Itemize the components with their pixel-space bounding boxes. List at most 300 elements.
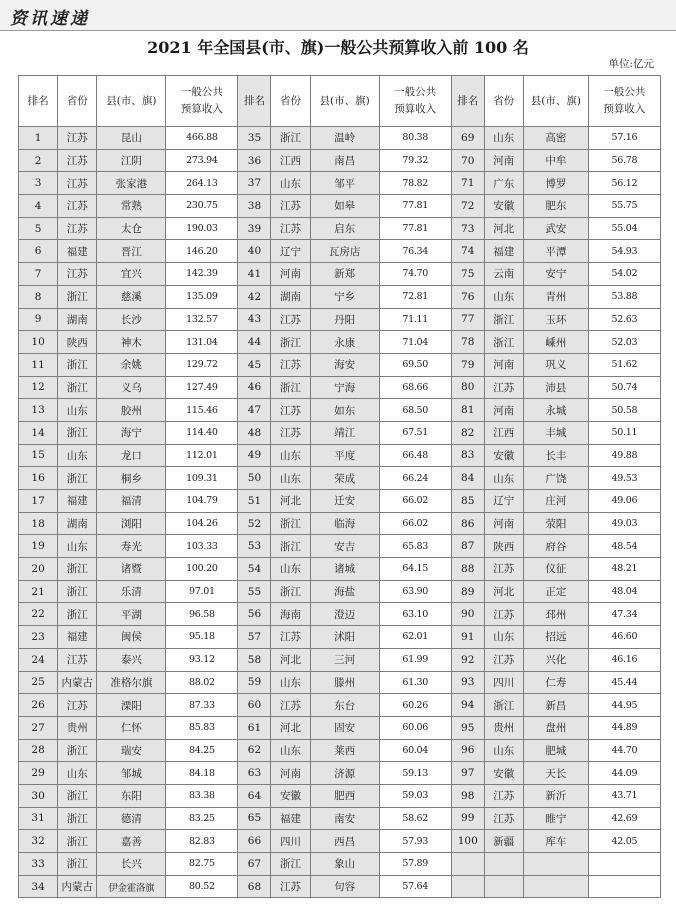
revenue-cell: 42.05	[588, 830, 660, 853]
province-cell: 江苏	[271, 694, 310, 717]
header-county: 县(市、旗)	[310, 76, 379, 127]
rank-cell: 83	[451, 444, 484, 467]
rank-cell: 15	[19, 444, 58, 467]
revenue-cell: 82.83	[166, 830, 238, 853]
province-cell: 江苏	[484, 807, 523, 830]
rank-cell: 87	[451, 535, 484, 558]
rank-cell: 33	[19, 853, 58, 876]
table-row	[19, 285, 661, 308]
county-cell: 晋江	[97, 240, 166, 263]
table-row	[19, 444, 661, 467]
province-cell: 浙江	[271, 331, 310, 354]
rank-cell: 45	[238, 353, 271, 376]
revenue-cell: 84.18	[166, 762, 238, 785]
province-cell: 江苏	[58, 149, 97, 172]
county-cell: 中牟	[523, 149, 588, 172]
revenue-cell: 55.75	[588, 195, 660, 218]
county-cell: 东台	[310, 694, 379, 717]
county-cell: 义乌	[97, 376, 166, 399]
revenue-cell: 71.11	[379, 308, 451, 331]
county-cell: 丹阳	[310, 308, 379, 331]
rank-cell: 96	[451, 739, 484, 762]
revenue-cell: 83.38	[166, 784, 238, 807]
county-cell: 宁海	[310, 376, 379, 399]
revenue-cell: 190.03	[166, 217, 238, 240]
county-cell: 福清	[97, 490, 166, 513]
county-cell: 象山	[310, 853, 379, 876]
province-cell: 河南	[484, 149, 523, 172]
revenue-cell: 57.64	[379, 875, 451, 898]
province-cell: 湖南	[58, 512, 97, 535]
rank-cell: 38	[238, 195, 271, 218]
revenue-cell: 49.06	[588, 490, 660, 513]
county-cell: 常熟	[97, 195, 166, 218]
header-revenue: 一般公共 预算收入	[166, 76, 238, 127]
province-cell: 福建	[58, 626, 97, 649]
revenue-cell: 62.01	[379, 626, 451, 649]
table-row	[19, 762, 661, 785]
county-cell: 东阳	[97, 784, 166, 807]
county-cell: 溧阳	[97, 694, 166, 717]
revenue-cell: 132.57	[166, 308, 238, 331]
revenue-cell: 66.02	[379, 490, 451, 513]
header-band	[0, 0, 676, 31]
county-cell: 仁怀	[97, 716, 166, 739]
county-cell: 临海	[310, 512, 379, 535]
revenue-cell: 55.04	[588, 217, 660, 240]
county-cell: 广饶	[523, 467, 588, 490]
county-cell: 安宁	[523, 263, 588, 286]
table-row	[19, 648, 661, 671]
rank-cell: 26	[19, 694, 58, 717]
revenue-cell: 44.09	[588, 762, 660, 785]
rank-cell: 98	[451, 784, 484, 807]
revenue-cell: 57.93	[379, 830, 451, 853]
revenue-cell: 273.94	[166, 149, 238, 172]
province-cell: 内蒙古	[58, 671, 97, 694]
province-cell: 山东	[271, 558, 310, 581]
province-cell: 贵州	[58, 716, 97, 739]
revenue-cell: 84.25	[166, 739, 238, 762]
province-cell: 浙江	[271, 512, 310, 535]
revenue-cell: 63.10	[379, 603, 451, 626]
rank-cell: 61	[238, 716, 271, 739]
county-cell: 桐乡	[97, 467, 166, 490]
revenue-cell: 146.20	[166, 240, 238, 263]
province-cell: 山东	[271, 172, 310, 195]
province-cell: 河北	[484, 217, 523, 240]
county-cell: 嵊州	[523, 331, 588, 354]
rank-cell: 42	[238, 285, 271, 308]
province-cell: 河南	[484, 353, 523, 376]
province-cell: 福建	[271, 807, 310, 830]
rank-cell: 66	[238, 830, 271, 853]
rank-cell: 72	[451, 195, 484, 218]
revenue-cell: 56.78	[588, 149, 660, 172]
province-cell: 江苏	[271, 875, 310, 898]
province-cell: 江苏	[484, 784, 523, 807]
table-row	[19, 626, 661, 649]
revenue-cell: 104.26	[166, 512, 238, 535]
revenue-cell: 112.01	[166, 444, 238, 467]
county-cell: 迁安	[310, 490, 379, 513]
table-row	[19, 376, 661, 399]
table-row	[19, 603, 661, 626]
rank-cell: 93	[451, 671, 484, 694]
rank-cell: 54	[238, 558, 271, 581]
header-province: 省份	[271, 76, 310, 127]
rank-cell: 75	[451, 263, 484, 286]
province-cell: 河南	[484, 512, 523, 535]
table-row	[19, 172, 661, 195]
province-cell: 新疆	[484, 830, 523, 853]
county-cell: 诸城	[310, 558, 379, 581]
revenue-cell: 52.03	[588, 331, 660, 354]
rank-cell: 95	[451, 716, 484, 739]
province-cell: 河北	[271, 648, 310, 671]
rank-cell: 29	[19, 762, 58, 785]
county-cell: 南安	[310, 807, 379, 830]
header-province: 省份	[58, 76, 97, 127]
revenue-cell: 52.63	[588, 308, 660, 331]
table-row	[19, 807, 661, 830]
county-cell: 邹城	[97, 762, 166, 785]
table-row	[19, 830, 661, 853]
revenue-cell: 142.39	[166, 263, 238, 286]
revenue-cell: 50.58	[588, 399, 660, 422]
revenue-cell: 66.24	[379, 467, 451, 490]
province-cell: 四川	[484, 671, 523, 694]
rank-cell	[451, 875, 484, 898]
county-cell: 邹平	[310, 172, 379, 195]
rank-cell: 80	[451, 376, 484, 399]
province-cell: 江苏	[271, 308, 310, 331]
revenue-cell: 50.11	[588, 421, 660, 444]
province-cell: 浙江	[58, 353, 97, 376]
revenue-cell: 46.16	[588, 648, 660, 671]
county-cell: 济源	[310, 762, 379, 785]
province-cell: 辽宁	[484, 490, 523, 513]
rank-cell: 6	[19, 240, 58, 263]
table-row	[19, 195, 661, 218]
county-cell: 余姚	[97, 353, 166, 376]
rank-cell	[451, 853, 484, 876]
province-cell: 云南	[484, 263, 523, 286]
rank-cell: 71	[451, 172, 484, 195]
rank-cell: 81	[451, 399, 484, 422]
province-cell: 山东	[271, 467, 310, 490]
revenue-cell: 264.13	[166, 172, 238, 195]
rank-cell: 99	[451, 807, 484, 830]
table-row	[19, 353, 661, 376]
province-cell: 陕西	[484, 535, 523, 558]
province-cell: 江苏	[58, 127, 97, 150]
rank-cell: 65	[238, 807, 271, 830]
province-cell: 江苏	[58, 263, 97, 286]
province-cell: 福建	[484, 240, 523, 263]
county-cell: 府谷	[523, 535, 588, 558]
rank-cell: 90	[451, 603, 484, 626]
revenue-cell: 48.04	[588, 580, 660, 603]
table-row	[19, 739, 661, 762]
province-cell: 安徽	[271, 784, 310, 807]
revenue-cell: 54.02	[588, 263, 660, 286]
rank-cell: 37	[238, 172, 271, 195]
province-cell: 广东	[484, 172, 523, 195]
county-cell	[523, 875, 588, 898]
province-cell: 河南	[271, 762, 310, 785]
rank-cell: 69	[451, 127, 484, 150]
rank-cell: 47	[238, 399, 271, 422]
province-cell: 山东	[58, 444, 97, 467]
province-cell: 江苏	[58, 648, 97, 671]
table-header-row	[19, 76, 661, 127]
revenue-cell: 109.31	[166, 467, 238, 490]
province-cell: 安徽	[484, 195, 523, 218]
province-cell: 江苏	[484, 558, 523, 581]
rank-cell: 34	[19, 875, 58, 898]
table-row	[19, 853, 661, 876]
header-revenue: 一般公共 预算收入	[588, 76, 660, 127]
table-row	[19, 421, 661, 444]
province-cell: 四川	[271, 830, 310, 853]
rank-cell: 67	[238, 853, 271, 876]
rank-cell: 20	[19, 558, 58, 581]
county-cell: 莱西	[310, 739, 379, 762]
rank-cell: 43	[238, 308, 271, 331]
county-cell: 乐清	[97, 580, 166, 603]
rank-cell: 86	[451, 512, 484, 535]
revenue-cell: 45.44	[588, 671, 660, 694]
rank-cell: 40	[238, 240, 271, 263]
revenue-cell: 77.81	[379, 217, 451, 240]
county-cell: 邳州	[523, 603, 588, 626]
county-cell: 龙口	[97, 444, 166, 467]
province-cell: 浙江	[58, 807, 97, 830]
page-title: 2021 年全国县(市、旗)一般公共预算收入前 100 名	[147, 38, 529, 57]
revenue-cell: 82.75	[166, 853, 238, 876]
province-cell: 浙江	[271, 535, 310, 558]
header-county: 县(市、旗)	[97, 76, 166, 127]
revenue-cell: 64.15	[379, 558, 451, 581]
revenue-cell: 85.83	[166, 716, 238, 739]
table-row	[19, 558, 661, 581]
rank-cell: 32	[19, 830, 58, 853]
rank-cell: 41	[238, 263, 271, 286]
province-cell: 山东	[484, 467, 523, 490]
province-cell: 山东	[484, 626, 523, 649]
rank-cell: 50	[238, 467, 271, 490]
rank-cell: 52	[238, 512, 271, 535]
province-cell: 海南	[271, 603, 310, 626]
rank-cell: 1	[19, 127, 58, 150]
revenue-cell: 50.74	[588, 376, 660, 399]
county-cell: 高密	[523, 127, 588, 150]
province-cell: 浙江	[58, 739, 97, 762]
revenue-cell: 44.70	[588, 739, 660, 762]
province-cell: 湖南	[58, 308, 97, 331]
rank-cell: 23	[19, 626, 58, 649]
county-cell: 宁乡	[310, 285, 379, 308]
revenue-cell: 48.54	[588, 535, 660, 558]
revenue-cell: 57.16	[588, 127, 660, 150]
table-row	[19, 875, 661, 898]
county-cell: 庄河	[523, 490, 588, 513]
province-cell: 浙江	[58, 580, 97, 603]
rank-cell: 31	[19, 807, 58, 830]
rank-cell: 46	[238, 376, 271, 399]
province-cell: 江苏	[271, 217, 310, 240]
county-cell: 长兴	[97, 853, 166, 876]
rank-cell: 56	[238, 603, 271, 626]
rank-cell: 70	[451, 149, 484, 172]
rank-cell: 82	[451, 421, 484, 444]
province-cell: 江苏	[484, 376, 523, 399]
rank-cell: 2	[19, 149, 58, 172]
table-row	[19, 331, 661, 354]
province-cell: 福建	[58, 490, 97, 513]
ranking-table	[18, 75, 661, 898]
revenue-cell: 65.83	[379, 535, 451, 558]
county-cell: 瓦房店	[310, 240, 379, 263]
county-cell: 仪征	[523, 558, 588, 581]
revenue-cell: 88.02	[166, 671, 238, 694]
county-cell: 如东	[310, 399, 379, 422]
rank-cell: 76	[451, 285, 484, 308]
revenue-cell: 77.81	[379, 195, 451, 218]
county-cell: 荥阳	[523, 512, 588, 535]
rank-cell: 8	[19, 285, 58, 308]
revenue-cell: 61.30	[379, 671, 451, 694]
province-cell: 安徽	[484, 762, 523, 785]
rank-cell: 35	[238, 127, 271, 150]
province-cell: 浙江	[271, 376, 310, 399]
province-cell: 江苏	[484, 648, 523, 671]
county-cell: 太仓	[97, 217, 166, 240]
province-cell: 江苏	[484, 603, 523, 626]
province-cell: 湖南	[271, 285, 310, 308]
county-cell: 神木	[97, 331, 166, 354]
county-cell: 三河	[310, 648, 379, 671]
rank-cell: 30	[19, 784, 58, 807]
table-row	[19, 240, 661, 263]
rank-cell: 14	[19, 421, 58, 444]
revenue-cell: 61.99	[379, 648, 451, 671]
county-cell: 平潭	[523, 240, 588, 263]
table-row	[19, 308, 661, 331]
county-cell: 巩义	[523, 353, 588, 376]
rank-cell: 79	[451, 353, 484, 376]
table-row	[19, 694, 661, 717]
revenue-cell: 230.75	[166, 195, 238, 218]
county-cell: 固安	[310, 716, 379, 739]
revenue-cell: 60.06	[379, 716, 451, 739]
province-cell: 河南	[271, 263, 310, 286]
county-cell: 永康	[310, 331, 379, 354]
table-row	[19, 535, 661, 558]
county-cell: 慈溪	[97, 285, 166, 308]
county-cell: 玉环	[523, 308, 588, 331]
county-cell: 招远	[523, 626, 588, 649]
province-cell	[484, 875, 523, 898]
table-row	[19, 671, 661, 694]
province-cell	[484, 853, 523, 876]
revenue-cell	[588, 875, 660, 898]
rank-cell: 59	[238, 671, 271, 694]
table-row	[19, 149, 661, 172]
county-cell: 库车	[523, 830, 588, 853]
table-row	[19, 716, 661, 739]
rank-cell: 55	[238, 580, 271, 603]
province-cell: 浙江	[484, 308, 523, 331]
province-cell: 浙江	[58, 376, 97, 399]
revenue-cell: 131.04	[166, 331, 238, 354]
revenue-cell: 114.40	[166, 421, 238, 444]
rank-cell: 64	[238, 784, 271, 807]
province-cell: 浙江	[58, 853, 97, 876]
province-cell: 山东	[271, 671, 310, 694]
revenue-cell: 57.89	[379, 853, 451, 876]
rank-cell: 68	[238, 875, 271, 898]
table-row	[19, 127, 661, 150]
province-cell: 浙江	[58, 603, 97, 626]
province-cell: 山东	[271, 444, 310, 467]
county-cell: 兴化	[523, 648, 588, 671]
rank-cell: 89	[451, 580, 484, 603]
county-cell	[523, 853, 588, 876]
county-cell: 启东	[310, 217, 379, 240]
county-cell: 平湖	[97, 603, 166, 626]
revenue-cell: 63.90	[379, 580, 451, 603]
rank-cell: 17	[19, 490, 58, 513]
rank-cell: 3	[19, 172, 58, 195]
rank-cell: 4	[19, 195, 58, 218]
province-cell: 江西	[271, 149, 310, 172]
province-cell: 河北	[271, 716, 310, 739]
province-cell: 辽宁	[271, 240, 310, 263]
rank-cell: 44	[238, 331, 271, 354]
revenue-cell: 135.09	[166, 285, 238, 308]
revenue-cell: 46.60	[588, 626, 660, 649]
province-cell: 贵州	[484, 716, 523, 739]
county-cell: 沭阳	[310, 626, 379, 649]
rank-cell: 7	[19, 263, 58, 286]
rank-cell: 24	[19, 648, 58, 671]
rank-cell: 22	[19, 603, 58, 626]
revenue-cell: 100.20	[166, 558, 238, 581]
revenue-cell: 93.12	[166, 648, 238, 671]
county-cell: 如皋	[310, 195, 379, 218]
county-cell: 西昌	[310, 830, 379, 853]
rank-cell: 63	[238, 762, 271, 785]
county-cell: 寿光	[97, 535, 166, 558]
county-cell: 肥西	[310, 784, 379, 807]
table-row	[19, 217, 661, 240]
province-cell: 浙江	[271, 853, 310, 876]
revenue-cell: 44.95	[588, 694, 660, 717]
revenue-cell: 80.38	[379, 127, 451, 150]
revenue-cell: 69.50	[379, 353, 451, 376]
rank-cell: 77	[451, 308, 484, 331]
revenue-cell: 79.32	[379, 149, 451, 172]
rank-cell: 48	[238, 421, 271, 444]
revenue-cell: 96.58	[166, 603, 238, 626]
province-cell: 河北	[271, 490, 310, 513]
table-row	[19, 263, 661, 286]
rank-cell: 85	[451, 490, 484, 513]
county-cell: 盘州	[523, 716, 588, 739]
province-cell: 福建	[58, 240, 97, 263]
